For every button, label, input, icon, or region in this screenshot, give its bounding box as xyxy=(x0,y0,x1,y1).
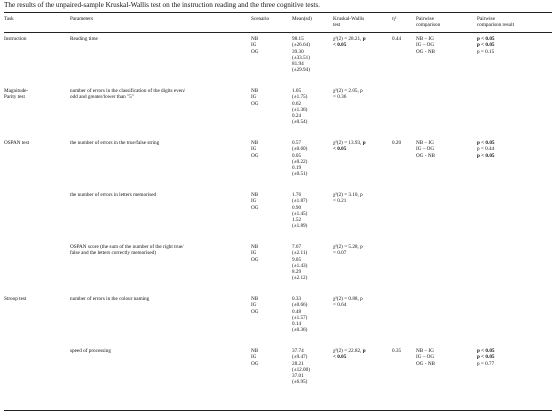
mean-sd-cell: 1.05 (±1.75) 0.62 (±1.36) 0.24 (±0.54) xyxy=(292,88,308,126)
kw-statistic: χ²(2) = 28.21, xyxy=(333,36,363,42)
pairwise-result-cell: p = 0.77 xyxy=(477,360,495,367)
task-cell: Instruction xyxy=(4,36,27,42)
scenario-cell: NB IG OG xyxy=(251,192,259,211)
kruskal-wallis-cell xyxy=(333,36,366,49)
top-rule xyxy=(4,12,552,13)
kruskal-wallis-cell xyxy=(333,192,363,205)
pairwise-result-cell: p < 0.05 xyxy=(477,354,495,361)
header-mean: Mean(sd) xyxy=(292,16,312,22)
pairwise-cell: NB – IG IG – OG OG - NB xyxy=(416,140,436,159)
mean-sd-cell: 1.76 (±1.87) 0.90 (±1.45) 1.52 (±1.89) xyxy=(292,192,308,230)
scenario-cell: NB IG OG xyxy=(251,88,259,107)
parameter-cell: the number of errors in letters memorised xyxy=(70,192,157,198)
kruskal-wallis-cell xyxy=(333,296,363,309)
header-task: Task xyxy=(4,16,14,22)
kw-p-value: p < 0.05 xyxy=(333,348,366,361)
kw-statistic: χ²(2) = 0.88, p = 0.64 xyxy=(333,296,363,309)
kruskal-wallis-cell xyxy=(333,244,363,257)
kruskal-wallis-cell xyxy=(333,140,366,153)
parameter-cell: speed of processing xyxy=(70,348,111,354)
mean-sd-cell: 98.15 (±26.64) 39.30 (±33.51) 81.94 (±29.94) xyxy=(292,36,310,74)
header-result: Pairwise comparison result xyxy=(477,16,515,29)
task-cell: Stroop test xyxy=(4,296,27,302)
parameter-cell: number of errors in the colour naming xyxy=(70,296,150,302)
mean-sd-cell: 0.33 (±0.66) 0.48 (±1.57) 0.14 (±0.36) xyxy=(292,296,308,334)
header-pairwise: Pairwise comparison xyxy=(416,16,441,29)
eta-cell: 0.44 xyxy=(392,36,402,42)
scenario-cell: NB IG OG xyxy=(251,348,259,367)
parameter-cell: number of errors in the classification of the digits even/ odd and greater/lower than "5" xyxy=(70,88,186,101)
bottom-rule xyxy=(4,410,552,411)
scenario-cell: NB IG OG xyxy=(251,244,259,263)
kw-statistic: χ²(2) = 2.05, p = 0.36 xyxy=(333,88,363,101)
parameter-cell: Reading time xyxy=(70,36,98,42)
task-cell: Magnitude- Parity test xyxy=(4,88,29,101)
parameter-cell: the number of errors in the true/false string xyxy=(70,140,160,146)
kw-statistic: χ²(2) = 22.82, xyxy=(333,348,363,354)
kw-p-value: p < 0.05 xyxy=(333,140,366,153)
kw-p-value: p < 0.05 xyxy=(333,36,366,49)
scenario-cell: NB IG OG xyxy=(251,296,259,315)
parameter-cell: OSPAN score (the sum of the number of the right true/ false and the letters correctly memorised) xyxy=(70,244,184,257)
scenario-cell: NB IG OG xyxy=(251,140,259,159)
pairwise-result-cell: p = 0.15 xyxy=(477,48,495,55)
pairwise-cell: NB – IG IG – OG OG - NB xyxy=(416,348,436,367)
mean-sd-cell: 37.74 (±9.47) 28.21 (±12.00) 37.01 (±6.95) xyxy=(292,348,310,386)
kw-statistic: χ²(2) = 5.28, p = 0.07 xyxy=(333,244,363,257)
kruskal-wallis-cell xyxy=(333,348,366,361)
mean-sd-cell: 0.57 (±0.60) 0.05 (±0.22) 0.19 (±0.51) xyxy=(292,140,308,178)
scenario-cell: NB IG OG xyxy=(251,36,259,55)
pairwise-result-cell: p < 0.05 xyxy=(477,36,495,42)
pairwise-result-cell: p < 0.05 xyxy=(477,152,495,159)
table-caption: The results of the unpaired-sample Kruskal-Wallis test on the instruction reading and the three cognitive tests. xyxy=(4,1,320,9)
pairwise-result-cell: p < 0.05 xyxy=(477,42,495,49)
eta-cell: 0.20 xyxy=(392,140,402,146)
mean-sd-cell: 7.67 (±2.11) 9.05 (±1.43) 8.29 (±2.12) xyxy=(292,244,308,282)
header-kruskal-wallis: Kruskal-Wallis test xyxy=(333,16,365,29)
kw-statistic: χ²(2) = 3.10, p = 0.21 xyxy=(333,192,363,205)
pairwise-result-cell: p = 0.44 xyxy=(477,146,495,153)
header-eta: η² xyxy=(392,16,397,22)
task-cell: OSPAN test xyxy=(4,140,30,146)
kw-statistic: χ²(2) = 13.93, xyxy=(333,140,363,146)
kruskal-wallis-cell xyxy=(333,88,363,101)
pairwise-cell: NB – IG IG – OG OG - NB xyxy=(416,36,436,55)
header-rule xyxy=(4,32,552,33)
eta-cell: 0.35 xyxy=(392,348,402,354)
pairwise-result-cell: p < 0.05 xyxy=(477,140,495,146)
header-scenario: Scenario xyxy=(251,16,270,22)
header-parameters: Parameters xyxy=(70,16,94,22)
pairwise-result-cell: p < 0.05 xyxy=(477,348,495,354)
